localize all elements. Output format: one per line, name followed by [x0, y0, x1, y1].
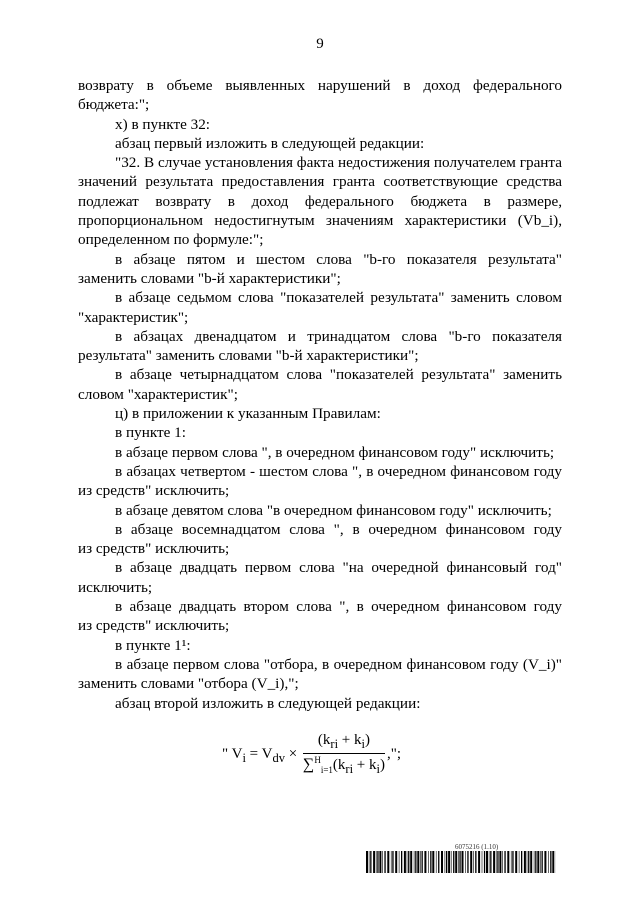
paragraph-line: в абзаце первом слова "отбора, в очередном финансовом году (V_i)": [115, 655, 562, 673]
barcode: [366, 851, 556, 873]
paragraph-line: в абзаце девятом слова "в очередном финансовом году" исключить;: [115, 501, 552, 519]
paragraph-line: заменить словами "отбора (V_i),";: [78, 675, 299, 693]
paragraph-line: пропорциональном недостигнутым значениям характеристики (Vb_i),: [78, 212, 562, 230]
paragraph-line: в абзаце двадцать втором слова ", в очередном финансовом году: [115, 598, 562, 616]
paragraph-line: абзац второй изложить в следующей редакции:: [115, 694, 421, 712]
paragraph-line: значений результата предоставления гранта соответствующие средства: [78, 173, 562, 191]
formula: [222, 732, 401, 777]
paragraph-line: в пункте 1¹:: [115, 636, 191, 654]
paragraph-line: из средств" исключить;: [78, 482, 230, 500]
paragraph-line: в пункте 1:: [115, 424, 186, 442]
paragraph-line: в абзаце пятом и шестом слова "b-го показателя результата": [115, 250, 562, 268]
formula-tail: ,";: [387, 745, 402, 762]
paragraph-line: результата" заменить словами "b-й характеристики";: [78, 347, 419, 365]
paragraph-line: в абзаце четырнадцатом слова "показателей результата" заменить: [115, 366, 562, 384]
formula-dv-sub: dv: [272, 750, 285, 765]
paragraph-line: в абзацах двенадцатом и тринадцатом слова "b-го показателя: [115, 327, 562, 345]
formula-denominator: $\sum^H_{i=1}(k_{ri} + k_i)$: [302, 755, 385, 776]
paragraph-line: абзац первый изложить в следующей редакции:: [115, 134, 425, 152]
formula-lhs-sub: i: [242, 750, 246, 765]
formula-fraction: [303, 732, 385, 777]
paragraph-line: х) в пункте 32:: [115, 115, 211, 133]
page-number: 9: [316, 36, 324, 52]
paragraph-line: "характеристик";: [78, 308, 189, 326]
paragraph-line: из средств" исключить;: [78, 540, 230, 558]
paragraph-line: подлежат возврату в доход федерального бюджета в размере,: [78, 192, 562, 210]
document-body: [78, 76, 562, 713]
paragraph-line: "32. В случае установления факта недостижения получателем гранта: [115, 154, 562, 172]
paragraph-line: из средств" исключить;: [78, 617, 230, 635]
paragraph-line: возврату в объеме выявленных нарушений в доход федерального: [78, 77, 562, 94]
formula-times: ×: [284, 745, 301, 762]
paragraph-line: ц) в приложении к указанным Правилам:: [115, 405, 381, 423]
paragraph-line: словом "характеристик";: [78, 385, 238, 403]
document-code: 6075216 (1.10): [455, 843, 499, 851]
paragraph-line: заменить словами "b-й характеристики";: [78, 269, 341, 287]
formula-lhs: " V: [222, 745, 243, 762]
paragraph-line: бюджета:";: [78, 96, 150, 114]
paragraph-line: в абзацах четвертом - шестом слова ", в очередном финансовом году: [115, 462, 562, 480]
sum-symbol: ∑$^H_{i=1}$: [302, 755, 333, 775]
formula-eq: = V: [245, 745, 273, 762]
paragraph-line: определенном по формуле:";: [78, 231, 264, 249]
paragraph-line: исключить;: [78, 578, 153, 596]
paragraph-line: в абзаце восемнадцатом слова ", в очередном финансовом году: [115, 520, 562, 538]
paragraph-line: в абзаце седьмом слова "показателей результата" заменить словом: [115, 289, 562, 307]
paragraph-line: в абзаце первом слова ", в очередном финансовом году" исключить;: [115, 443, 555, 461]
formula-numerator: $(k_{ri} + k_i)$: [303, 732, 385, 754]
paragraph-line: в абзаце двадцать первом слова "на очередной финансовый год": [115, 559, 562, 577]
